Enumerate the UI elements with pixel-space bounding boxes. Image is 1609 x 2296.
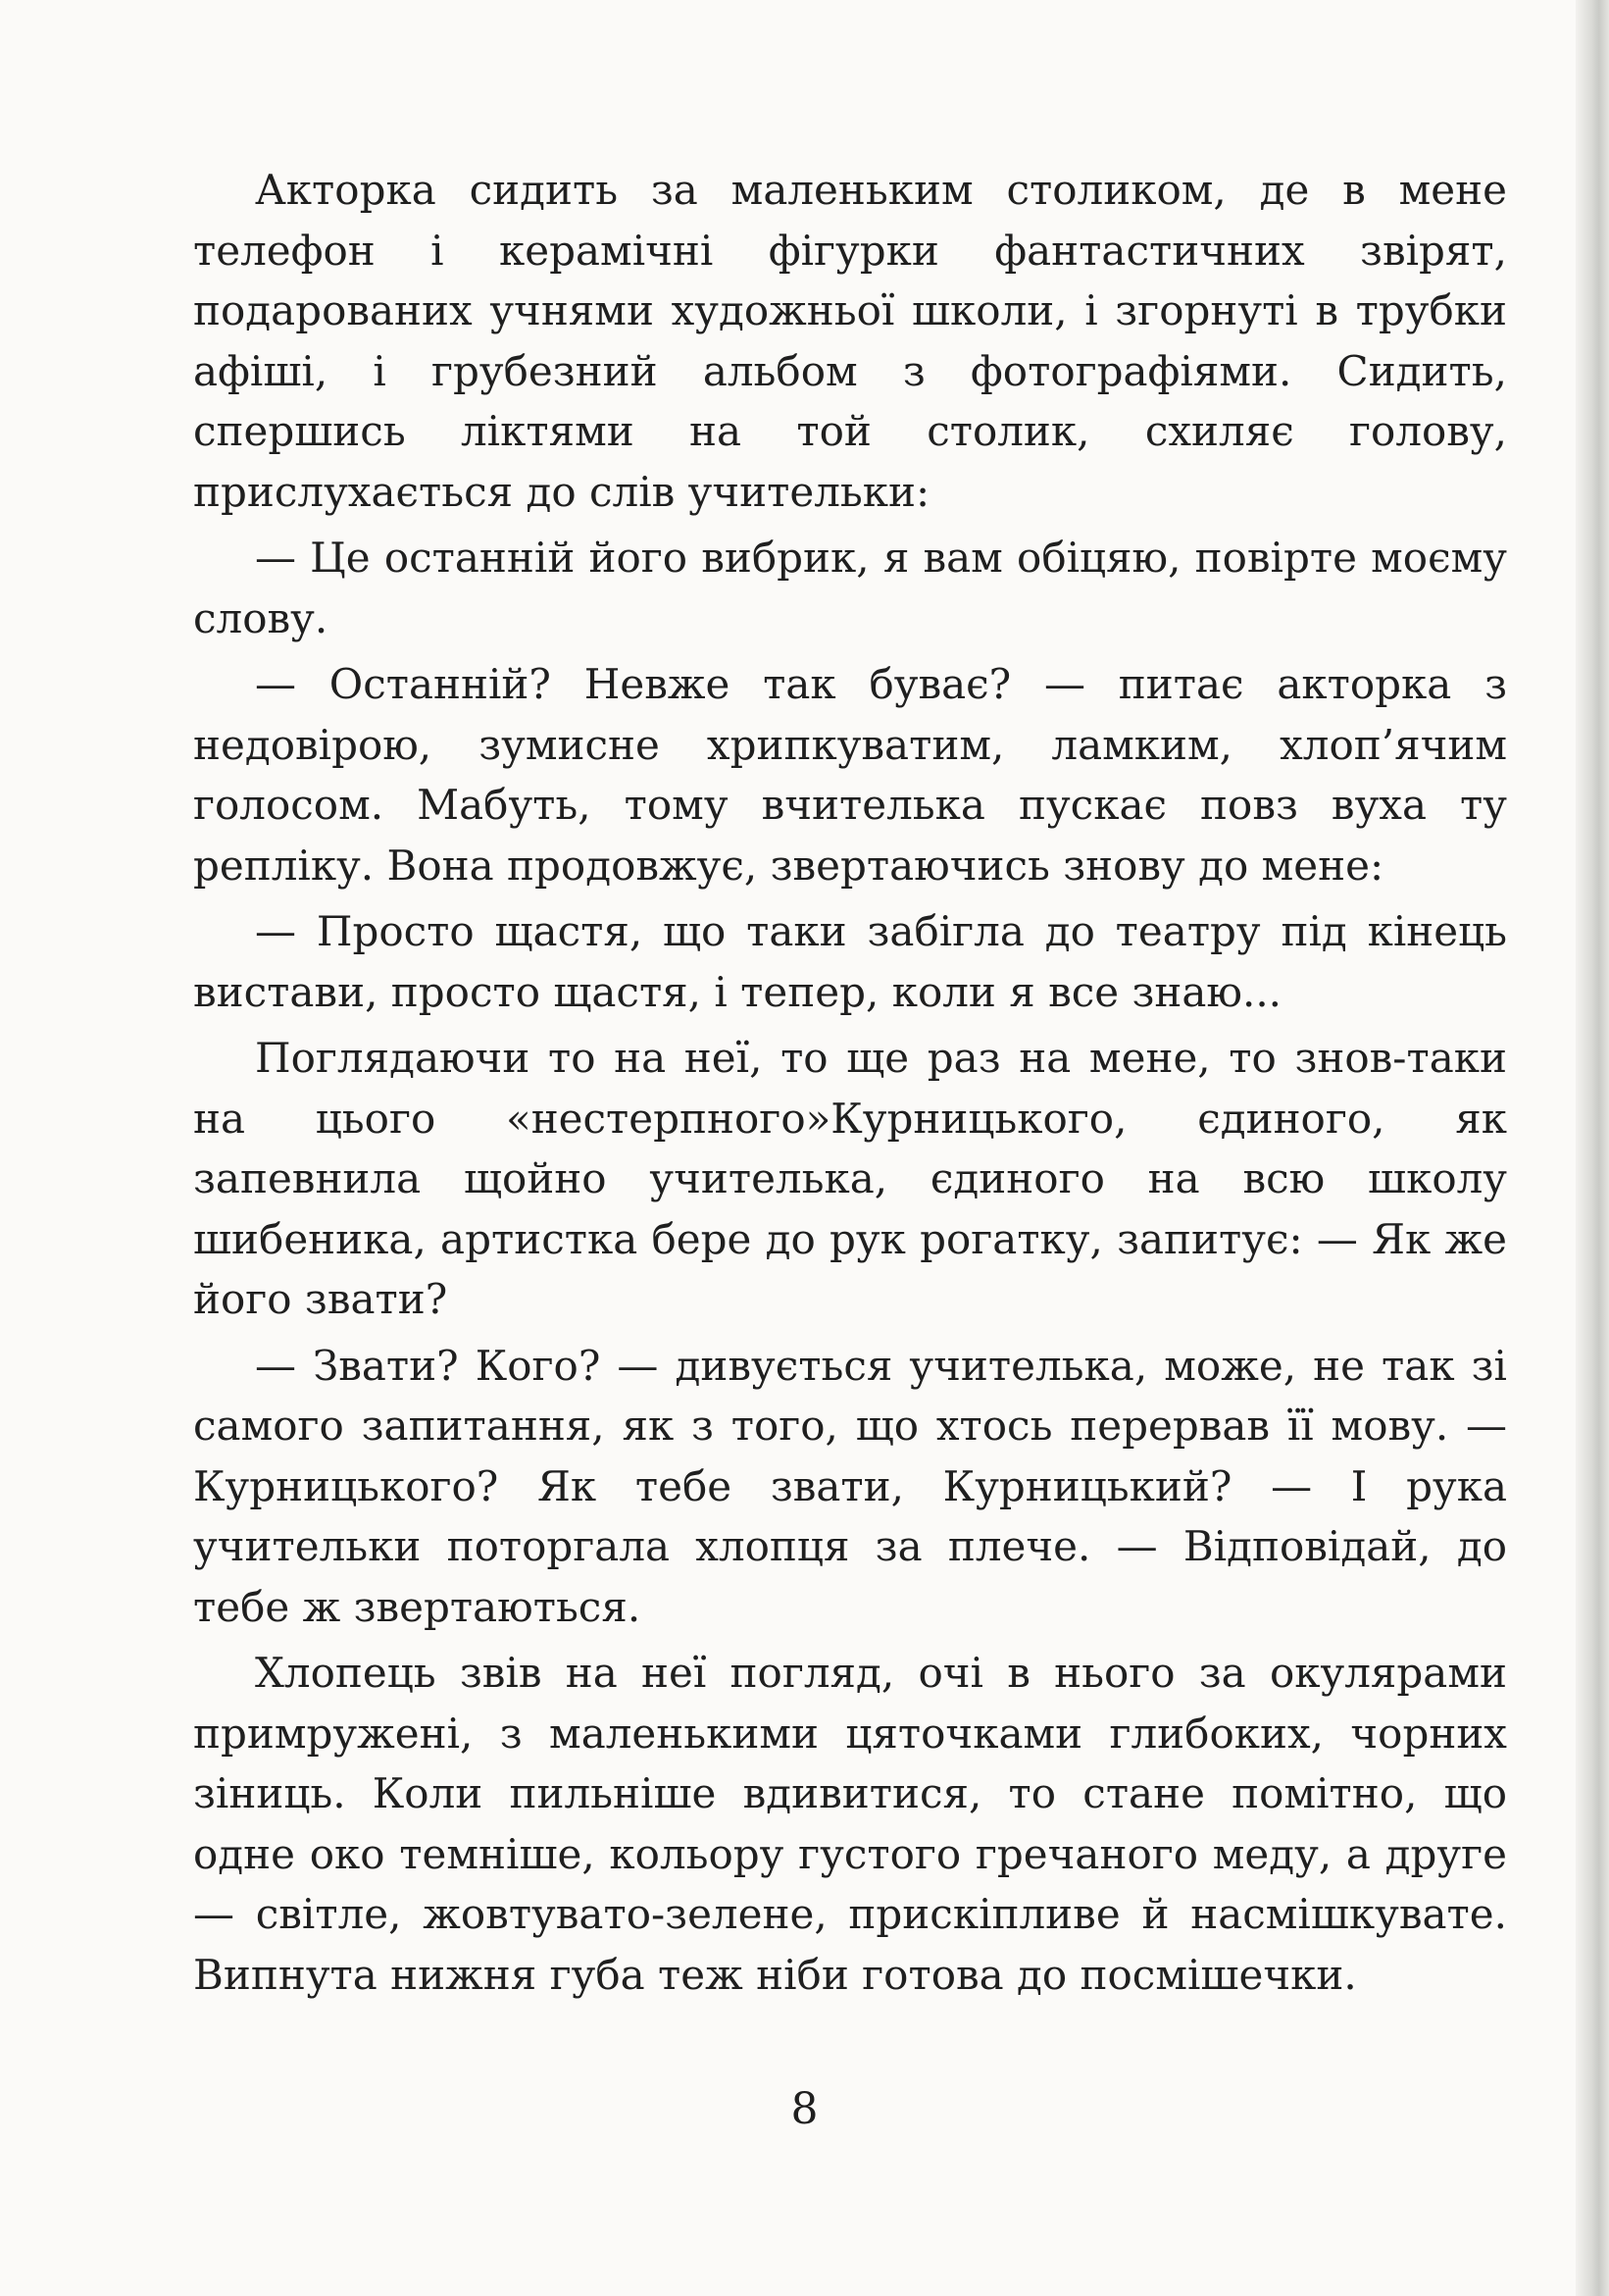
paragraph: — Це останній його вибрик, я вам обіцяю, повірте моєму слову. [193,534,1507,642]
paragraph: — Останній? Невже так буває? — питає акторка з недовірою, зумисне хрипкуватим, ламким, хлоп’ячим голосом. Мабуть, тому вчителька пускає повз вуха ту репліку. Вона продовжує, звертаючись знову до мене: [193,660,1507,890]
paragraph: Поглядаючи то на неї, то ще раз на мене, то знов-таки на цього «нестерпного»Курницького, єдиного, як запевнила щойно учителька, єдиного на всю школу шибеника, артистка бере до рук рогатку, запитує: — Як же його звати? [193,1034,1507,1323]
body-text [193,160,1507,2011]
paragraph: Акторка сидить за маленьким столиком, де в мене телефон і керамічні фігурки фантастичних звірят, подарованих учнями художньої школи, і згорнуті в трубки афіші, і грубезний альбом з фотографіями. Сидить, спершись ліктями на той столик, схиляє голову, прислухається до слів учительки: [193,166,1507,516]
paragraph: — Просто щастя, що таки забігла до театру під кінець вистави, просто щастя, і тепер, коли я все знаю... [193,907,1507,1016]
page-edge-shadow [1576,0,1609,2296]
paragraph: — Звати? Кого? — дивується учителька, може, не так зі самого запитання, як з того, що хтось перервав її мову. — Курницького? Як тебе звати, Курницький? — І рука учительки поторгала хлопця за плече. — Відповідай, до тебе ж звертаються. [193,1341,1507,1631]
paragraph: Хлопець звів на неї погляд, очі в нього за окулярами примружені, з маленькими цяточками глибоких, чорних зіниць. Коли пильніше вдивитися, то стане помітно, що одне око темніше, кольору густого гречаного меду, а друге — світле, жовтувато-зелене, прискіпливе й насмішкувате. Випнута нижня губа теж ніби готова до посмішечки. [193,1649,1507,1999]
page-number: 8 [790,2084,819,2134]
